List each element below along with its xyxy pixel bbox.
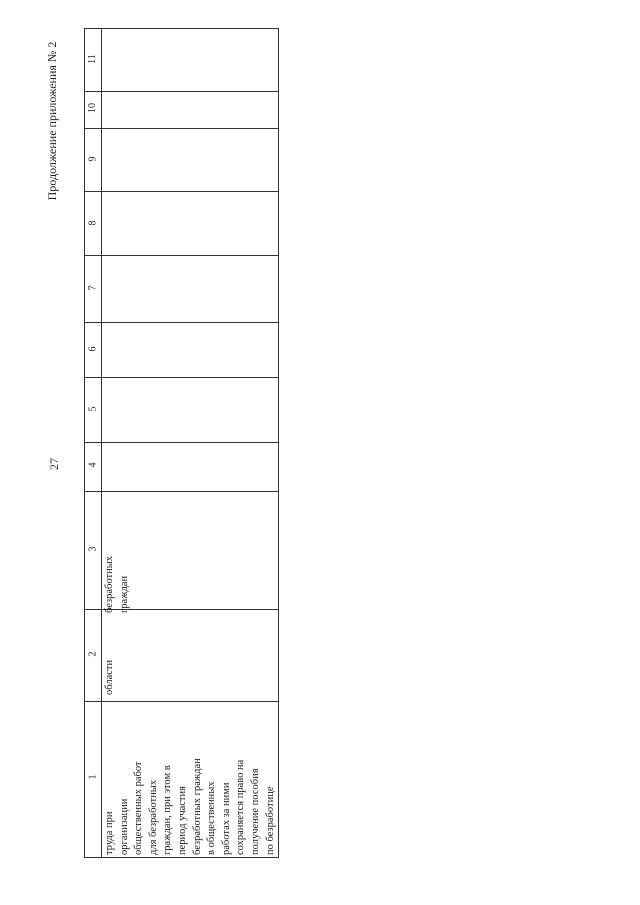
column-boundary [85, 128, 278, 129]
column-number-8: 8 [87, 220, 98, 226]
column-boundary [85, 701, 278, 702]
column-number-2: 2 [87, 651, 98, 657]
header-divider [101, 29, 102, 857]
column-number-1: 1 [87, 774, 98, 780]
column-boundary [85, 442, 278, 443]
cell-col2-text: области [104, 659, 115, 695]
column-number-3: 3 [87, 546, 98, 552]
column-number-11: 11 [86, 54, 98, 64]
column-number-7: 7 [87, 285, 98, 291]
column-number-9: 9 [87, 156, 98, 162]
column-boundary [85, 491, 278, 492]
column-boundary [85, 322, 278, 323]
cell-col1-text: труда при организации общественных работ для безработных граждан, при этом в период участия безработных граждан в общественных работах за ними сохраняется право на получение пособия по безработице [104, 758, 276, 855]
column-number-5: 5 [87, 406, 98, 412]
data-table [84, 28, 279, 858]
column-number-6: 6 [87, 346, 98, 352]
annex-continuation-label: Продолжение приложения № 2 [45, 41, 59, 201]
column-number-4: 4 [87, 462, 98, 468]
page-number: 27 [47, 458, 61, 470]
column-boundary [85, 91, 278, 92]
column-number-10: 10 [87, 103, 98, 113]
column-boundary [85, 377, 278, 378]
column-boundary [85, 255, 278, 256]
cell-col3-text: безработных граждан [104, 555, 130, 613]
column-boundary [85, 191, 278, 192]
